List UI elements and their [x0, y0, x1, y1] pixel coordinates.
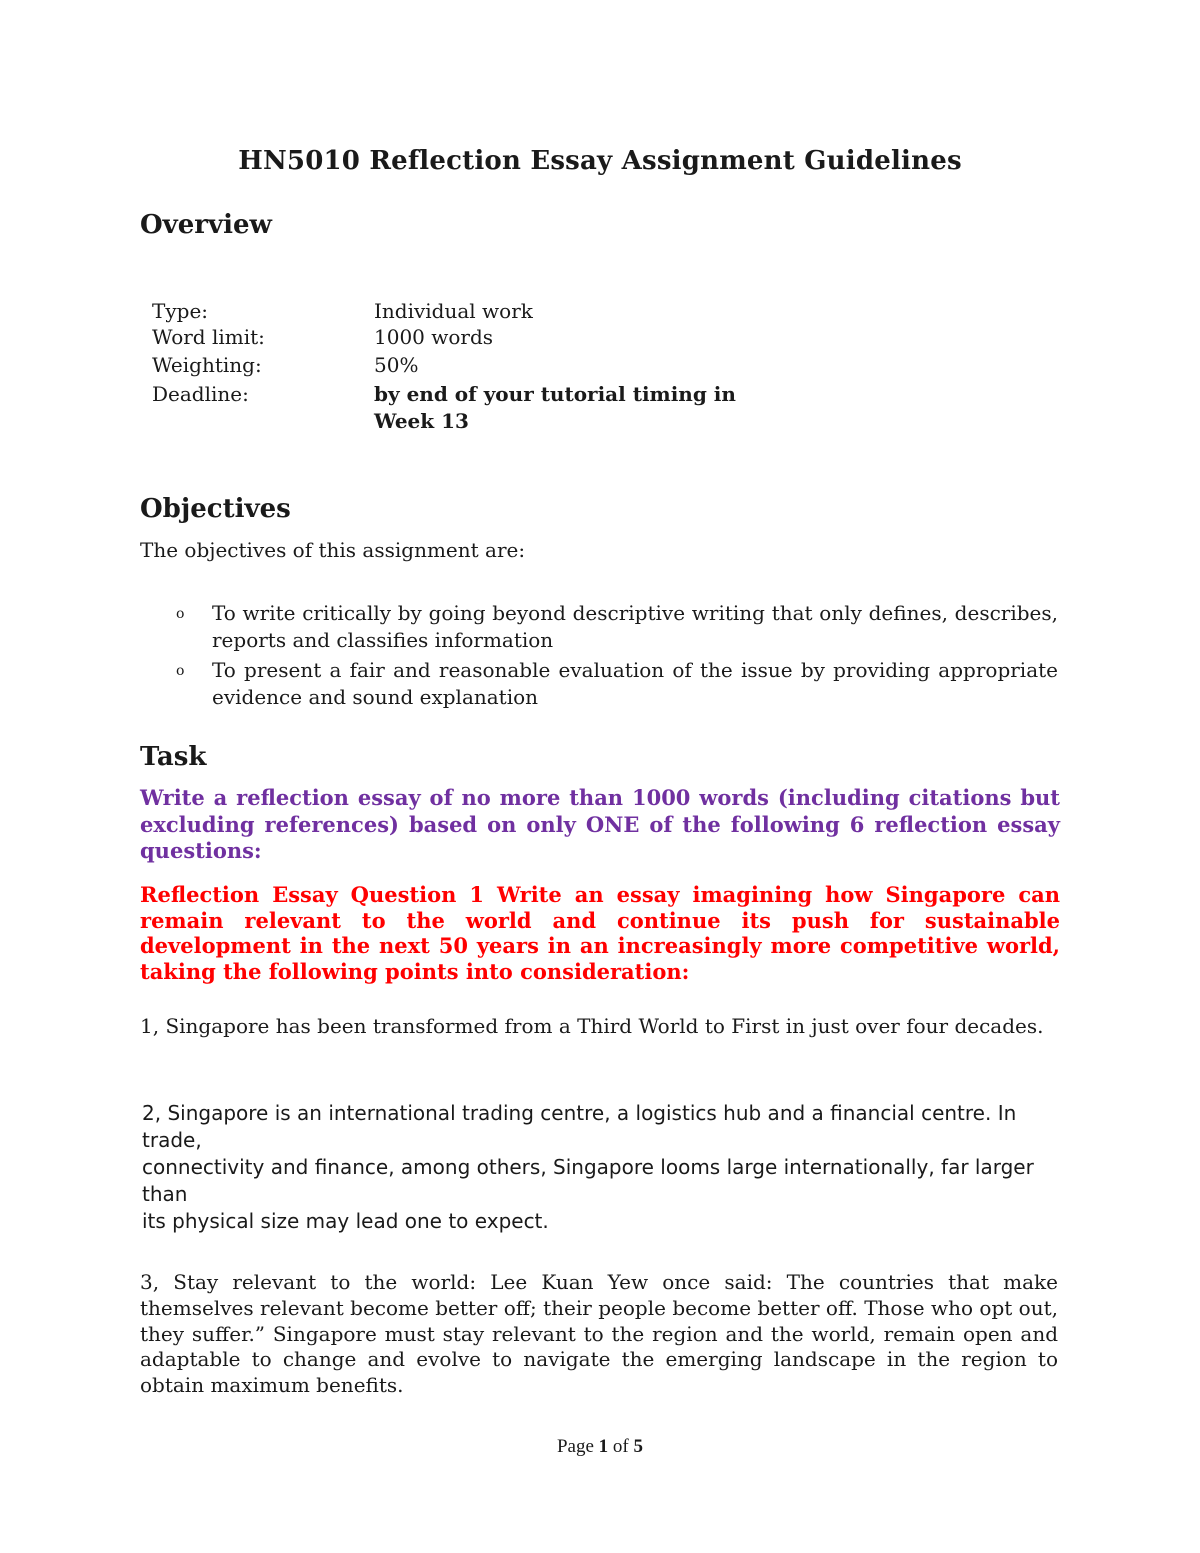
question-point-3: 3, Stay relevant to the world: Lee Kuan Yew once said: The countries that make themselves relevant become better off; their people become better off. Those who opt out, they suffer.” Singapore must stay relevant to the region and the world, remain open and adaptable to change and evolve to navigate the emerging landscape in the region to obtain maximum benefits. [140, 1270, 1058, 1398]
overview-label: Word limit: [152, 325, 265, 349]
page-footer [0, 1436, 1200, 1458]
objective-item: To write critically by going beyond descriptive writing that only defines, describes, reports and classifies information [212, 601, 1058, 652]
document-title: HN5010 Reflection Essay Assignment Guidelines [238, 146, 962, 176]
objectives-intro: The objectives of this assignment are: [140, 538, 526, 562]
overview-heading: Overview [140, 210, 272, 240]
footer-of-word: of [612, 1436, 629, 1457]
overview-label: Weighting: [152, 353, 262, 377]
bullet-icon: o [176, 606, 185, 622]
overview-label: Type: [152, 299, 209, 323]
objective-item: To present a fair and reasonable evaluation of the issue by providing appropriate evidence and sound explanation [212, 658, 1058, 709]
objectives-heading: Objectives [140, 494, 291, 524]
footer-page-number: 1 [598, 1436, 609, 1457]
question-point-2-line: connectivity and finance, among others, Singapore looms large internationally, far larger than [142, 1155, 1034, 1206]
footer-page-word: Page [556, 1436, 594, 1457]
question-point-2-line: 2, Singapore is an international trading centre, a logistics hub and a financial centre. In trade, [142, 1101, 1017, 1152]
question-point-2-line: its physical size may lead one to expect. [142, 1209, 549, 1233]
overview-value: 1000 words [374, 325, 494, 349]
reflection-question-1: Reflection Essay Question 1 Write an essay imagining how Singapore can remain relevant to the world and continue its push for sustainable development in the next 50 years in an increasingly more competitive world, taking the following points into consideration: [140, 882, 1060, 985]
question-point-2 [120, 1100, 1050, 1235]
overview-value-deadline: by end of your tutorial timing in Week 13 [374, 382, 736, 433]
overview-value: 50% [374, 353, 419, 377]
question-point-1: 1, Singapore has been transformed from a Third World to First in just over four decades. [140, 1014, 1044, 1038]
overview-value: Individual work [374, 299, 533, 323]
overview-label: Deadline: [152, 382, 249, 406]
bullet-icon: o [176, 663, 185, 679]
task-heading: Task [140, 742, 207, 772]
footer-page-total: 5 [633, 1436, 643, 1457]
task-instruction: Write a reflection essay of no more than 1000 words (including citations but excluding references) based on only ONE of the following 6 reflection essay questions: [140, 785, 1060, 863]
